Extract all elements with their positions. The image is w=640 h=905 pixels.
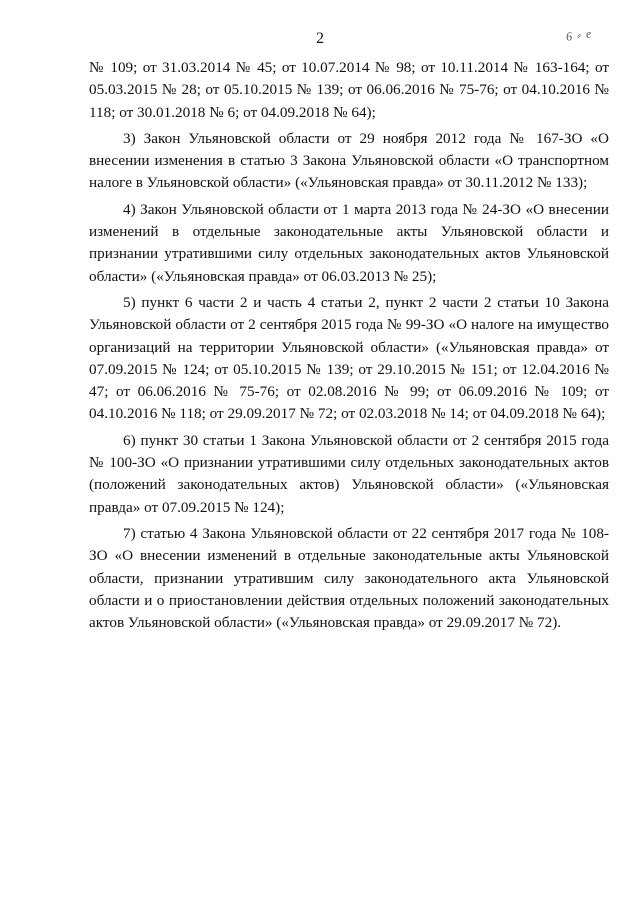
paragraph-item-3: 3) Закон Ульяновской области от 29 ноября 2012 года № 167-ЗО «О внесении изменения в статью 3 Закона Ульяновской области «О транспортном налоге в Ульяновской области» («Ульяновская правда» от 30.11.2012 № 133); — [89, 129, 609, 192]
paragraph-continuation: № 109; от 31.03.2014 № 45; от 10.07.2014 № 98; от 10.11.2014 № 163-164; от 05.03.2015 № 28; от 05.10.2015 № 139; от 06.06.2016 № 75-76; от 04.10.2016 № 118; от 30.01.2018 № 6; от 04.09.2018 № 64); — [89, 59, 609, 121]
handwritten-mark: 6 ⸗ е — [565, 26, 594, 44]
paragraph-item-5: 5) пункт 6 части 2 и часть 4 статьи 2, пункт 2 части 2 статьи 10 Закона Ульяновской области от 2 сентября 2015 года № 99-ЗО «О налоге на имущество организаций на территории Ульяновской области» («Ульяновская правда» от 07.09.2015 № 124; от 05.10.2015 № 139; от 29.10.2015 № 151; от 12.04.2016 № 47; от 06.06.2016 № 75-76; от 02.08.2016 № 99; от 06.09.2016 № 109; от 04.10.2016 № 118; от 29.09.2017 № 72; от 02.03.2018 № 14; от 04.09.2018 № 64); — [89, 293, 609, 423]
paragraph-item-6: 6) пункт 30 статьи 1 Закона Ульяновской области от 2 сентября 2015 года № 100-ЗО «О признании утратившими силу отдельных законодательных актов (положений законодательных актов) Ульяновской области» («Ульяновская правда» от 07.09.2015 № 124); — [89, 431, 609, 516]
paragraph-item-4: 4) Закон Ульяновской области от 1 марта 2013 года № 24-ЗО «О внесении изменений в отдельные законодательные акты Ульяновской области и признании утратившими силу отдельных законодательных актов Ульяновской области» («Ульяновская правда» от 06.03.2013 № 25); — [89, 200, 609, 285]
paragraph-item-7: 7) статью 4 Закона Ульяновской области от 22 сентября 2017 года № 108-ЗО «О внесении изменений в отдельные законодательные акты Ульяновской области, признании утратившим силу законодательного акта Ульяновской области и о приостановлении действия отдельных положений законодательных актов Ульяновской области» («Ульяновская правда» от 29.09.2017 № 72). — [89, 524, 609, 632]
page-number: 2 — [316, 30, 324, 47]
document-body — [89, 57, 609, 638]
